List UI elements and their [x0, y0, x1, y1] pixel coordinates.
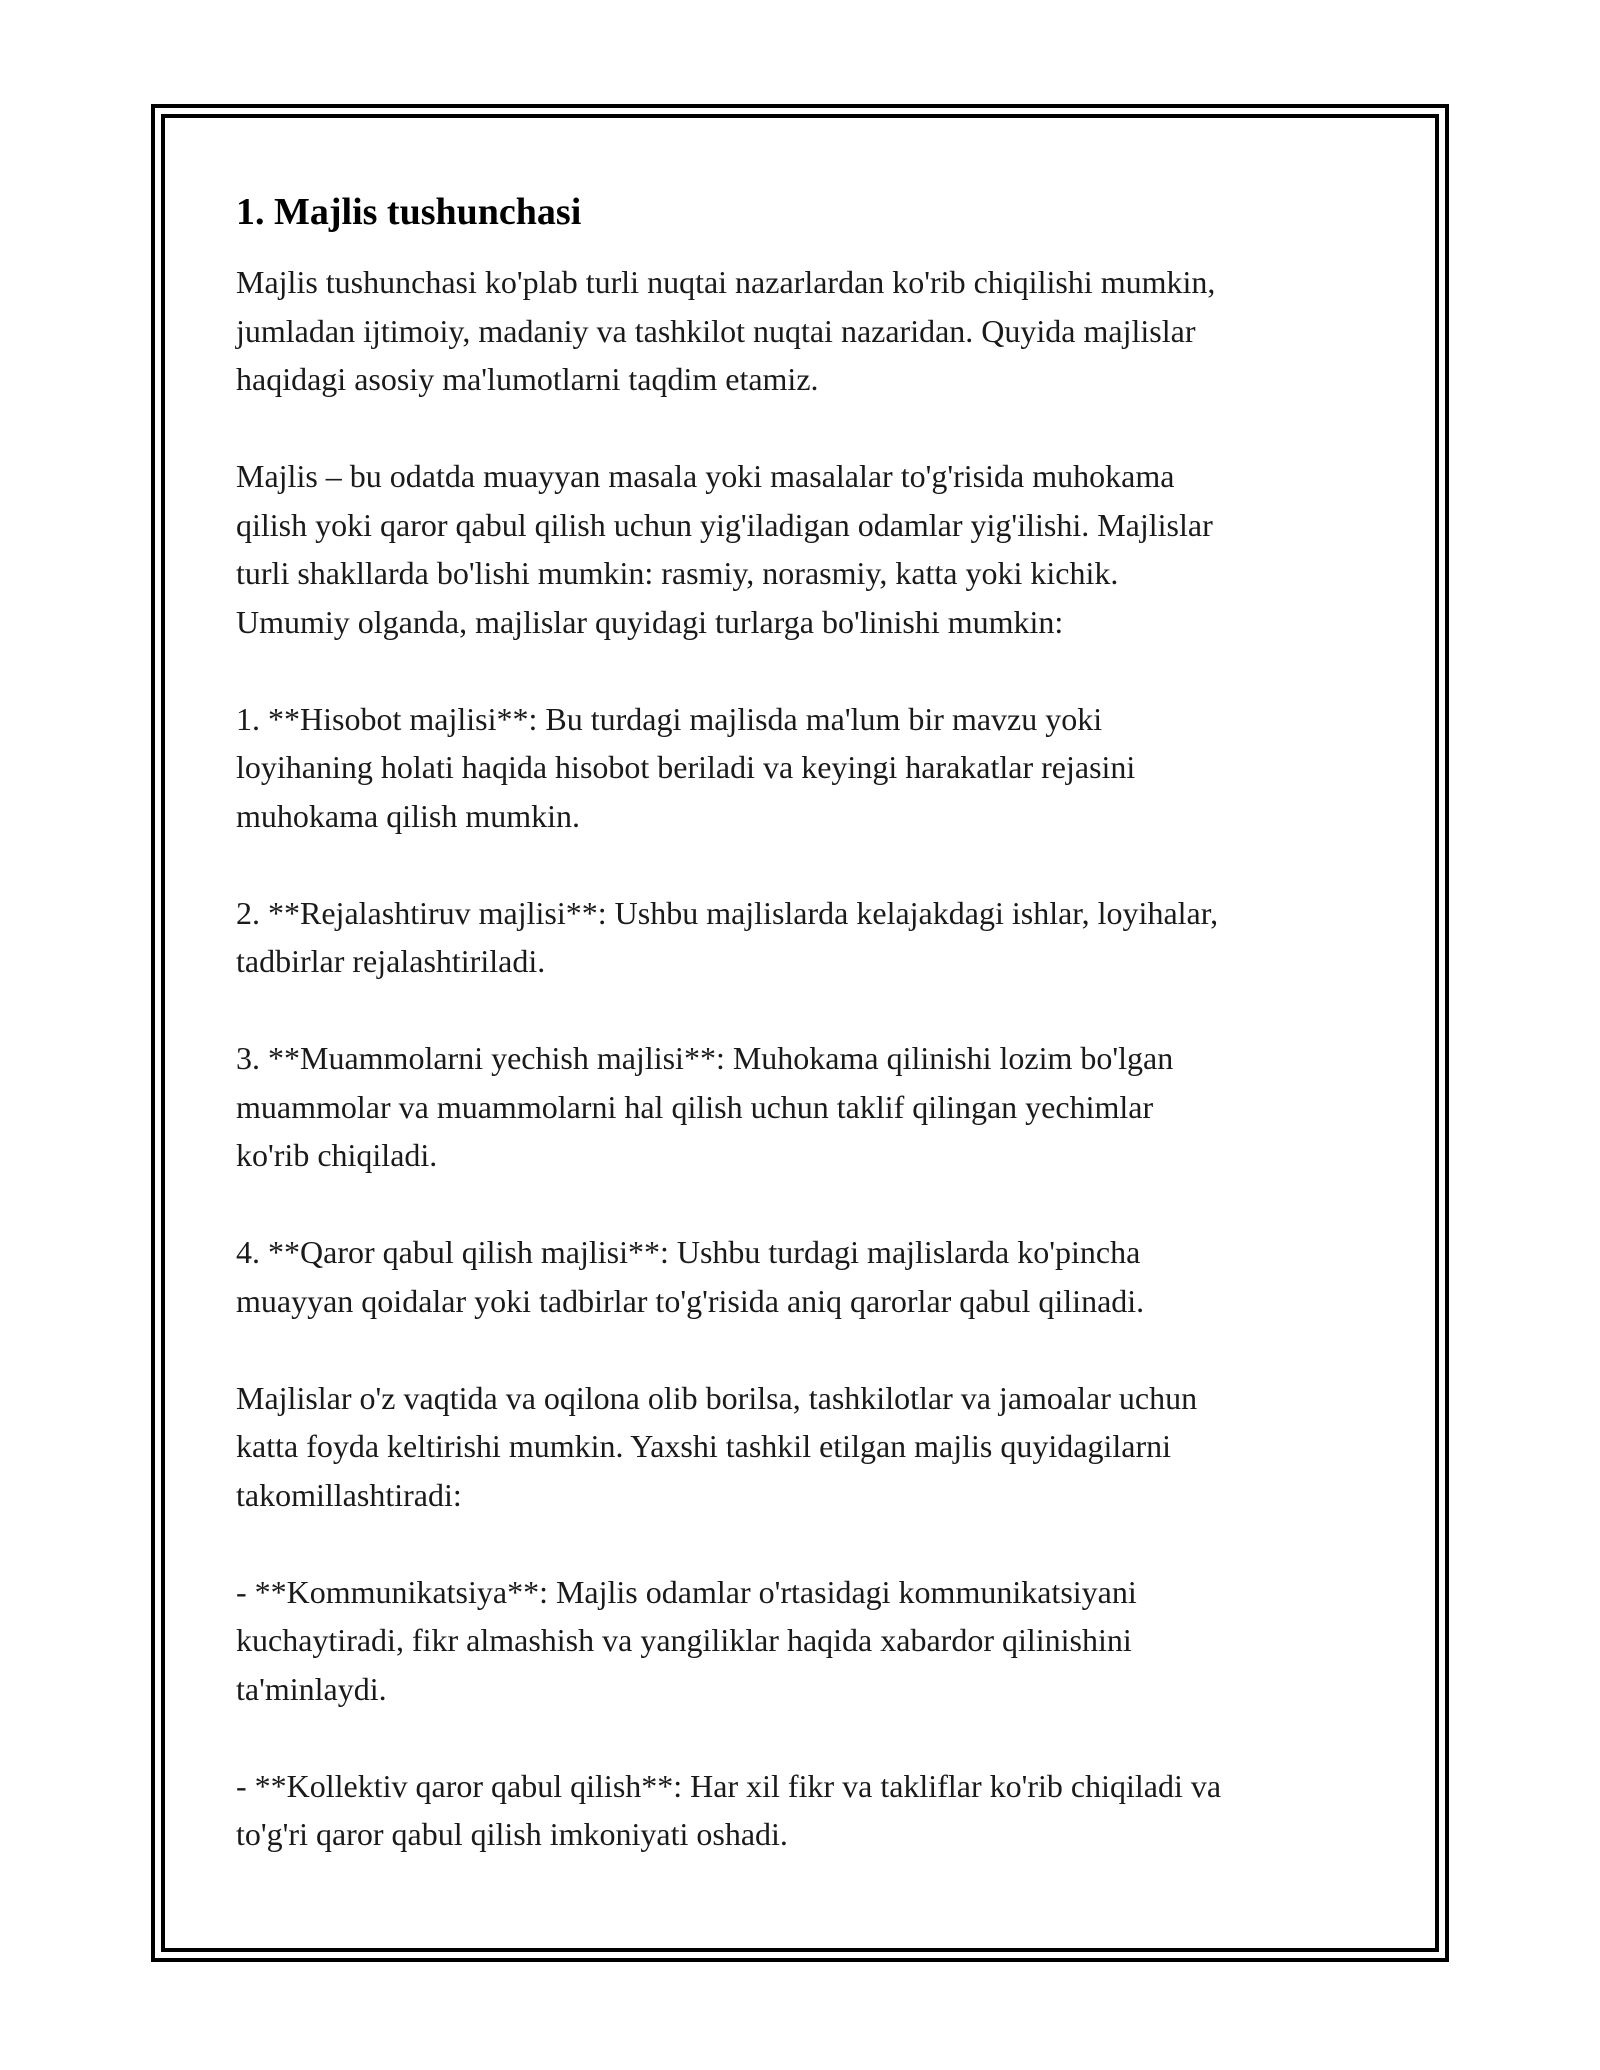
list-item-rejalashtiruv: 2. **Rejalashtiruv majlisi**: Ushbu majlislarda kelajakdagi ishlar, loyihalar, tadbirlar rejalashtiriladi. [236, 894, 1219, 979]
bullet-kommunikatsiya: - **Kommunikatsiya**: Majlis odamlar o'rtasidagi kommunikatsiyani kuchaytiradi, fikr almashish va yangiliklar haqida xabardor qilinishini ta'minlaydi. [236, 1573, 1137, 1707]
list-item-muammolar: 3. **Muammolarni yechish majlisi**: Muhokama qilinishi lozim bo'lgan muammolar va muammolarni hal qilish uchun taklif qilingan yechimlar ko'rib chiqiladi. [236, 1040, 1174, 1173]
section-heading: 1. Majlis tushunchasi [236, 191, 582, 233]
paragraph-benefits: Majlislar o'z vaqtida va oqilona olib borilsa, tashkilotlar va jamoalar uchun katta foyda keltirishi mumkin. Yaxshi tashkil etilgan majlis quyidagilarni takomillashtiradi: [236, 1379, 1198, 1513]
document-body [236, 186, 1376, 1907]
bullet-kollektiv-qaror: - **Kollektiv qaror qabul qilish**: Har xil fikr va takliflar ko'rib chiqiladi va to'g'ri qaror qabul qilish imkoniyati oshadi. [236, 1767, 1222, 1852]
paragraph-intro: Majlis tushunchasi ko'plab turli nuqtai nazarlardan ko'rib chiqilishi mumkin, jumladan ijtimoiy, madaniy va tashkilot nuqtai nazaridan. Quyida majlislar haqidagi asosiy ma'lumotlarni taqdim etamiz. [236, 264, 1216, 397]
list-item-hisobot: 1. **Hisobot majlisi**: Bu turdagi majlisda ma'lum bir mavzu yoki loyihaning holati haqida hisobot beriladi va keyingi harakatlar rejasini muhokama qilish mumkin. [236, 700, 1136, 834]
paragraph-definition: Majlis – bu odatda muayyan masala yoki masalalar to'g'risida muhokama qilish yoki qaror qabul qilish uchun yig'iladigan odamlar yig'ilishi. Majlislar turli shakllarda bo'lishi mumkin: rasmiy, norasmiy, katta yoki kichik. Umumiy olganda, majlislar quyidagi turlarga bo'linishi mumkin: [236, 458, 1213, 640]
list-item-qaror: 4. **Qaror qabul qilish majlisi**: Ushbu turdagi majlislarda ko'pincha muayyan qoidalar yoki tadbirlar to'g'risida aniq qarorlar qabul qilinadi. [236, 1234, 1145, 1319]
